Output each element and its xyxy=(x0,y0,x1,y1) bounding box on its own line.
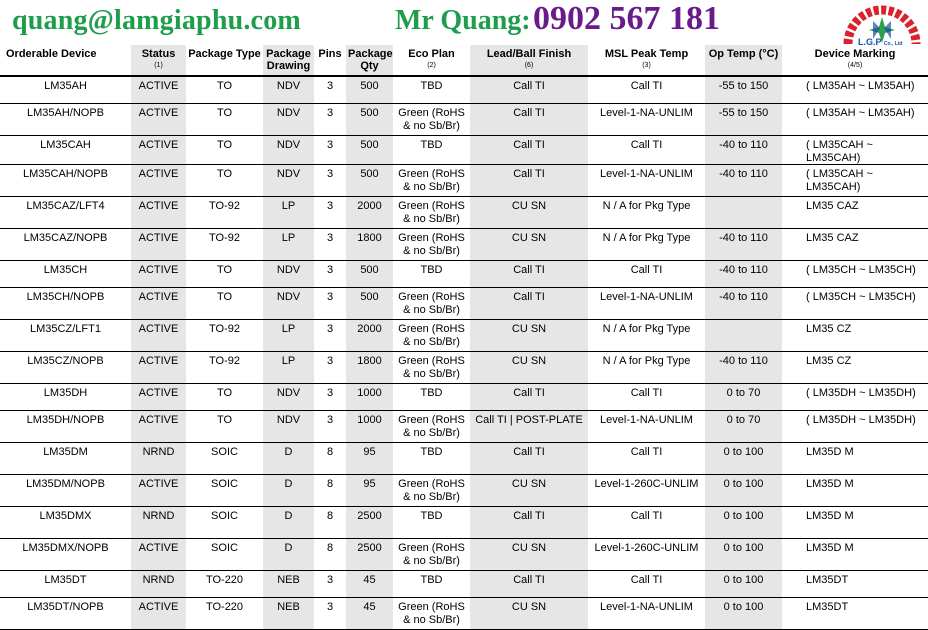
package-drawing-cell: NDV xyxy=(263,76,314,104)
package-type-cell: TO xyxy=(186,288,263,320)
lead-finish-cell: Call TI xyxy=(470,76,588,104)
company-logo-text: L.G.P Co., Ltd xyxy=(858,37,903,47)
table-row xyxy=(0,384,928,411)
eco-plan-cell: Green (RoHS & no Sb/Br) xyxy=(393,411,470,443)
eco-plan-cell: Green (RoHS & no Sb/Br) xyxy=(393,352,470,384)
package-type-cell: TO-92 xyxy=(186,229,263,261)
op-temp-cell: 0 to 100 xyxy=(705,571,782,598)
package-type-cell: TO xyxy=(186,411,263,443)
status-cell: ACTIVE xyxy=(131,76,186,104)
device-marking-cell: ( LM35DH ~ LM35DH) xyxy=(782,411,928,443)
eco-plan-cell: Green (RoHS & no Sb/Br) xyxy=(393,475,470,507)
device-cell: LM35DH xyxy=(0,384,131,411)
pins-cell: 3 xyxy=(314,136,346,165)
msl-peak-temp-cell: Call TI xyxy=(588,76,705,104)
lead-finish-cell: Call TI xyxy=(470,384,588,411)
pins-cell: 3 xyxy=(314,104,346,136)
col-header: Op Temp (°C) xyxy=(705,45,782,76)
package-drawing-cell: NDV xyxy=(263,411,314,443)
op-temp-cell: 0 to 100 xyxy=(705,443,782,475)
package-drawing-cell: LP xyxy=(263,352,314,384)
package-type-cell: TO-220 xyxy=(186,571,263,598)
package-drawing-cell: NDV xyxy=(263,136,314,165)
eco-plan-cell: TBD xyxy=(393,507,470,539)
msl-peak-temp-cell: N / A for Pkg Type xyxy=(588,352,705,384)
device-cell: LM35CZ/NOPB xyxy=(0,352,131,384)
device-cell: LM35DM/NOPB xyxy=(0,475,131,507)
table-row xyxy=(0,475,928,507)
pins-cell: 3 xyxy=(314,197,346,229)
device-cell: LM35CH/NOPB xyxy=(0,288,131,320)
device-cell: LM35CAZ/LFT4 xyxy=(0,197,131,229)
package-qty-cell: 500 xyxy=(346,76,393,104)
device-marking-cell: ( LM35CAH ~ LM35CAH) xyxy=(782,165,928,197)
op-temp-cell: 0 to 100 xyxy=(705,539,782,571)
package-drawing-cell: NDV xyxy=(263,104,314,136)
eco-plan-cell: Green (RoHS & no Sb/Br) xyxy=(393,197,470,229)
lead-finish-cell: Call TI xyxy=(470,288,588,320)
contact-name-label: Mr Quang: xyxy=(395,5,531,36)
package-qty-cell: 1000 xyxy=(346,384,393,411)
op-temp-cell: 0 to 100 xyxy=(705,598,782,630)
table-row xyxy=(0,104,928,136)
eco-plan-cell: TBD xyxy=(393,443,470,475)
op-temp-cell xyxy=(705,320,782,352)
device-marking-cell: ( LM35AH ~ LM35AH) xyxy=(782,76,928,104)
status-cell: ACTIVE xyxy=(131,539,186,571)
op-temp-cell: -40 to 110 xyxy=(705,165,782,197)
eco-plan-cell: Green (RoHS & no Sb/Br) xyxy=(393,104,470,136)
msl-peak-temp-cell: N / A for Pkg Type xyxy=(588,197,705,229)
package-type-cell: TO xyxy=(186,76,263,104)
msl-peak-temp-cell: Level-1-260C-UNLIM xyxy=(588,475,705,507)
device-cell: LM35CH xyxy=(0,261,131,288)
op-temp-cell: -40 to 110 xyxy=(705,136,782,165)
package-type-cell: TO xyxy=(186,104,263,136)
pins-cell: 3 xyxy=(314,320,346,352)
col-header: Device Marking (4/5) xyxy=(782,45,928,76)
table-row xyxy=(0,443,928,475)
package-qty-cell: 95 xyxy=(346,475,393,507)
table-row xyxy=(0,288,928,320)
col-header: Status (1) xyxy=(131,45,186,76)
package-qty-cell: 500 xyxy=(346,261,393,288)
lead-finish-cell: Call TI xyxy=(470,104,588,136)
lead-finish-cell: Call TI xyxy=(470,136,588,165)
device-marking-cell: LM35 CZ xyxy=(782,352,928,384)
device-marking-cell: ( LM35DH ~ LM35DH) xyxy=(782,384,928,411)
package-qty-cell: 95 xyxy=(346,443,393,475)
msl-peak-temp-cell: Call TI xyxy=(588,384,705,411)
package-qty-cell: 1800 xyxy=(346,352,393,384)
device-marking-cell: ( LM35AH ~ LM35AH) xyxy=(782,104,928,136)
device-marking-cell: ( LM35CH ~ LM35CH) xyxy=(782,261,928,288)
table-row xyxy=(0,352,928,384)
device-marking-cell: LM35D M xyxy=(782,539,928,571)
package-qty-cell: 2000 xyxy=(346,197,393,229)
table-header-row xyxy=(0,45,928,76)
package-type-cell: SOIC xyxy=(186,539,263,571)
device-marking-cell: LM35 CZ xyxy=(782,320,928,352)
col-header: Orderable Device xyxy=(0,45,131,76)
package-drawing-cell: NEB xyxy=(263,571,314,598)
package-qty-cell: 45 xyxy=(346,598,393,630)
table-row xyxy=(0,76,928,104)
package-type-cell: TO-92 xyxy=(186,352,263,384)
package-type-cell: TO-220 xyxy=(186,598,263,630)
op-temp-cell: -40 to 110 xyxy=(705,261,782,288)
lead-finish-cell: Call TI | POST-PLATE xyxy=(470,411,588,443)
status-cell: ACTIVE xyxy=(131,229,186,261)
eco-plan-cell: Green (RoHS & no Sb/Br) xyxy=(393,165,470,197)
package-qty-cell: 2500 xyxy=(346,539,393,571)
package-drawing-cell: LP xyxy=(263,320,314,352)
device-cell: LM35CAZ/NOPB xyxy=(0,229,131,261)
table-row xyxy=(0,229,928,261)
op-temp-cell: 0 to 100 xyxy=(705,475,782,507)
package-type-cell: SOIC xyxy=(186,507,263,539)
status-cell: ACTIVE xyxy=(131,288,186,320)
pins-cell: 3 xyxy=(314,288,346,320)
status-cell: ACTIVE xyxy=(131,475,186,507)
op-temp-cell: 0 to 100 xyxy=(705,507,782,539)
device-marking-cell: LM35 CAZ xyxy=(782,197,928,229)
package-drawing-cell: NDV xyxy=(263,261,314,288)
msl-peak-temp-cell: N / A for Pkg Type xyxy=(588,320,705,352)
contact-banner xyxy=(0,0,928,47)
status-cell: ACTIVE xyxy=(131,352,186,384)
lead-finish-cell: Call TI xyxy=(470,261,588,288)
pins-cell: 3 xyxy=(314,384,346,411)
package-drawing-cell: NEB xyxy=(263,598,314,630)
op-temp-cell: -40 to 110 xyxy=(705,352,782,384)
msl-peak-temp-cell: Call TI xyxy=(588,507,705,539)
lead-finish-cell: CU SN xyxy=(470,598,588,630)
lead-finish-cell: Call TI xyxy=(470,571,588,598)
table-row xyxy=(0,507,928,539)
status-cell: ACTIVE xyxy=(131,165,186,197)
package-type-cell: TO xyxy=(186,136,263,165)
eco-plan-cell: TBD xyxy=(393,261,470,288)
status-cell: NRND xyxy=(131,443,186,475)
device-marking-cell: LM35DT xyxy=(782,598,928,630)
table-row xyxy=(0,539,928,571)
msl-peak-temp-cell: Call TI xyxy=(588,571,705,598)
device-cell: LM35DT xyxy=(0,571,131,598)
device-marking-cell: LM35D M xyxy=(782,475,928,507)
table-body xyxy=(0,76,928,630)
op-temp-cell: -40 to 110 xyxy=(705,288,782,320)
device-cell: LM35CAH xyxy=(0,136,131,165)
eco-plan-cell: Green (RoHS & no Sb/Br) xyxy=(393,288,470,320)
device-cell: LM35DM xyxy=(0,443,131,475)
msl-peak-temp-cell: Call TI xyxy=(588,443,705,475)
package-qty-cell: 500 xyxy=(346,165,393,197)
device-marking-cell: ( LM35CH ~ LM35CH) xyxy=(782,288,928,320)
device-marking-cell: LM35D M xyxy=(782,443,928,475)
table-row xyxy=(0,165,928,197)
eco-plan-cell: TBD xyxy=(393,571,470,598)
status-cell: ACTIVE xyxy=(131,384,186,411)
msl-peak-temp-cell: Call TI xyxy=(588,136,705,165)
package-type-cell: TO-92 xyxy=(186,320,263,352)
eco-plan-cell: TBD xyxy=(393,384,470,411)
col-header: Package Type xyxy=(186,45,263,76)
package-drawing-cell: LP xyxy=(263,197,314,229)
op-temp-cell: -55 to 150 xyxy=(705,104,782,136)
package-qty-cell: 1800 xyxy=(346,229,393,261)
eco-plan-cell: Green (RoHS & no Sb/Br) xyxy=(393,320,470,352)
lead-finish-cell: CU SN xyxy=(470,197,588,229)
status-cell: ACTIVE xyxy=(131,598,186,630)
table-row xyxy=(0,136,928,165)
device-marking-cell: LM35DT xyxy=(782,571,928,598)
package-type-cell: TO-92 xyxy=(186,197,263,229)
status-cell: ACTIVE xyxy=(131,411,186,443)
device-cell: LM35DMX/NOPB xyxy=(0,539,131,571)
pins-cell: 3 xyxy=(314,571,346,598)
eco-plan-cell: TBD xyxy=(393,136,470,165)
package-type-cell: SOIC xyxy=(186,443,263,475)
package-qty-cell: 500 xyxy=(346,104,393,136)
eco-plan-cell: TBD xyxy=(393,76,470,104)
col-header: Package Qty xyxy=(346,45,393,76)
msl-peak-temp-cell: Level-1-NA-UNLIM xyxy=(588,411,705,443)
device-cell: LM35AH/NOPB xyxy=(0,104,131,136)
package-drawing-cell: NDV xyxy=(263,384,314,411)
pins-cell: 8 xyxy=(314,507,346,539)
table-row xyxy=(0,411,928,443)
op-temp-cell: -55 to 150 xyxy=(705,76,782,104)
pins-cell: 8 xyxy=(314,539,346,571)
eco-plan-cell: Green (RoHS & no Sb/Br) xyxy=(393,539,470,571)
status-cell: ACTIVE xyxy=(131,136,186,165)
status-cell: ACTIVE xyxy=(131,197,186,229)
eco-plan-cell: Green (RoHS & no Sb/Br) xyxy=(393,229,470,261)
package-type-cell: SOIC xyxy=(186,475,263,507)
col-header: Eco Plan (2) xyxy=(393,45,470,76)
package-drawing-cell: NDV xyxy=(263,288,314,320)
pins-cell: 3 xyxy=(314,598,346,630)
package-drawing-cell: NDV xyxy=(263,165,314,197)
lead-finish-cell: CU SN xyxy=(470,352,588,384)
msl-peak-temp-cell: Level-1-NA-UNLIM xyxy=(588,598,705,630)
op-temp-cell xyxy=(705,197,782,229)
msl-peak-temp-cell: N / A for Pkg Type xyxy=(588,229,705,261)
pins-cell: 3 xyxy=(314,165,346,197)
device-cell: LM35DMX xyxy=(0,507,131,539)
col-header: Package Drawing xyxy=(263,45,314,76)
op-temp-cell: 0 to 70 xyxy=(705,384,782,411)
status-cell: NRND xyxy=(131,507,186,539)
contact-email[interactable]: quang@lamgiaphu.com xyxy=(12,5,301,36)
pins-cell: 8 xyxy=(314,475,346,507)
lead-finish-cell: Call TI xyxy=(470,165,588,197)
package-type-cell: TO xyxy=(186,165,263,197)
lead-finish-cell: CU SN xyxy=(470,320,588,352)
op-temp-cell: -40 to 110 xyxy=(705,229,782,261)
op-temp-cell: 0 to 70 xyxy=(705,411,782,443)
device-marking-cell: LM35 CAZ xyxy=(782,229,928,261)
package-qty-cell: 1000 xyxy=(346,411,393,443)
device-cell: LM35DH/NOPB xyxy=(0,411,131,443)
lead-finish-cell: Call TI xyxy=(470,443,588,475)
lead-finish-cell: CU SN xyxy=(470,475,588,507)
col-header: MSL Peak Temp (3) xyxy=(588,45,705,76)
lead-finish-cell: CU SN xyxy=(470,229,588,261)
col-header: Lead/Ball Finish (6) xyxy=(470,45,588,76)
package-qty-cell: 2000 xyxy=(346,320,393,352)
contact-phone-number[interactable]: 0902 567 181 xyxy=(533,0,720,37)
package-drawing-cell: LP xyxy=(263,229,314,261)
package-drawing-cell: D xyxy=(263,507,314,539)
status-cell: ACTIVE xyxy=(131,261,186,288)
package-type-cell: TO xyxy=(186,384,263,411)
pins-cell: 3 xyxy=(314,76,346,104)
device-marking-cell: ( LM35CAH ~ LM35CAH) xyxy=(782,136,928,165)
device-cell: LM35DT/NOPB xyxy=(0,598,131,630)
msl-peak-temp-cell: Level-1-NA-UNLIM xyxy=(588,165,705,197)
pins-cell: 3 xyxy=(314,352,346,384)
package-drawing-cell: D xyxy=(263,443,314,475)
eco-plan-cell: Green (RoHS & no Sb/Br) xyxy=(393,598,470,630)
pins-cell: 3 xyxy=(314,411,346,443)
msl-peak-temp-cell: Call TI xyxy=(588,261,705,288)
msl-peak-temp-cell: Level-1-NA-UNLIM xyxy=(588,288,705,320)
package-qty-cell: 2500 xyxy=(346,507,393,539)
part-number-table xyxy=(0,45,928,630)
lead-finish-cell: CU SN xyxy=(470,539,588,571)
device-cell: LM35CZ/LFT1 xyxy=(0,320,131,352)
device-cell: LM35CAH/NOPB xyxy=(0,165,131,197)
table-row xyxy=(0,598,928,630)
status-cell: ACTIVE xyxy=(131,104,186,136)
package-qty-cell: 500 xyxy=(346,136,393,165)
pins-cell: 3 xyxy=(314,261,346,288)
device-cell: LM35AH xyxy=(0,76,131,104)
package-qty-cell: 45 xyxy=(346,571,393,598)
package-type-cell: TO xyxy=(186,261,263,288)
table-row xyxy=(0,571,928,598)
table-row xyxy=(0,320,928,352)
package-drawing-cell: D xyxy=(263,475,314,507)
pins-cell: 3 xyxy=(314,229,346,261)
lead-finish-cell: Call TI xyxy=(470,507,588,539)
status-cell: ACTIVE xyxy=(131,320,186,352)
msl-peak-temp-cell: Level-1-260C-UNLIM xyxy=(588,539,705,571)
package-qty-cell: 500 xyxy=(346,288,393,320)
package-drawing-cell: D xyxy=(263,539,314,571)
table-row xyxy=(0,197,928,229)
pins-cell: 8 xyxy=(314,443,346,475)
table-row xyxy=(0,261,928,288)
col-header: Pins xyxy=(314,45,346,76)
device-marking-cell: LM35D M xyxy=(782,507,928,539)
msl-peak-temp-cell: Level-1-NA-UNLIM xyxy=(588,104,705,136)
status-cell: NRND xyxy=(131,571,186,598)
